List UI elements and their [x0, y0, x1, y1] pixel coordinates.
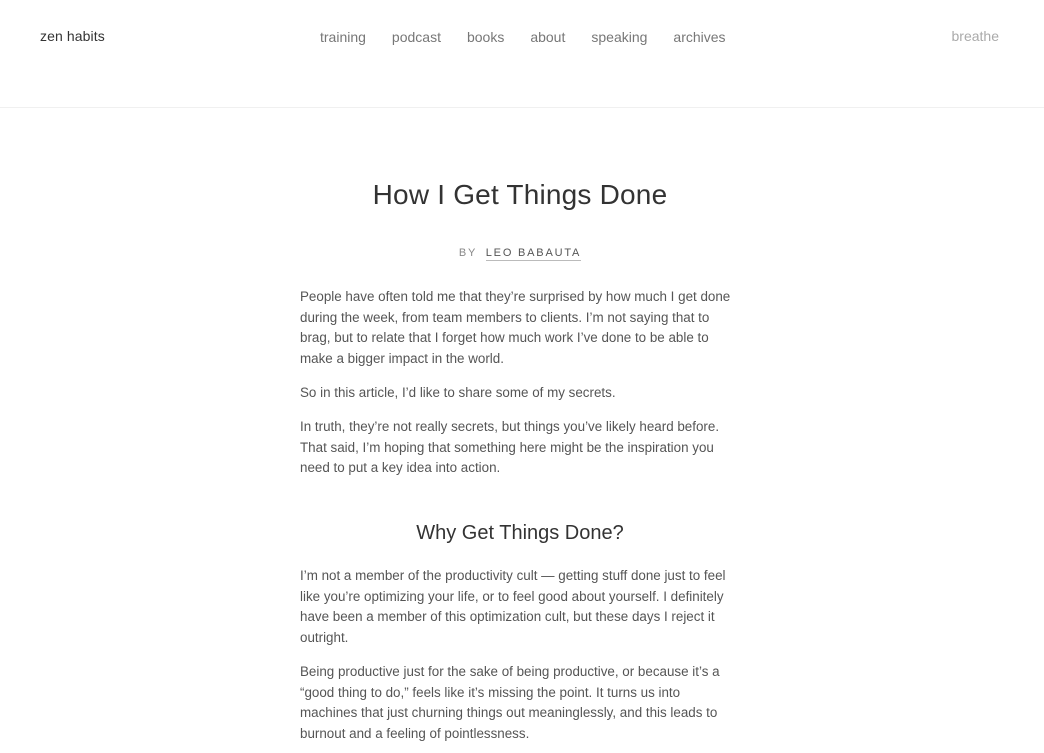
nav-link-training[interactable]: training — [320, 29, 366, 45]
breathe-link[interactable]: breathe — [951, 28, 999, 44]
article-paragraph: Being productive just for the sake of being productive, or because it’s a “good thing to do,” feels like it’s missing the point. It turns us into machines that just churning things out meaninglessly, and this leads to burnout and a feeling of pointlessness. — [300, 664, 720, 741]
nav-link-books[interactable]: books — [466, 29, 505, 45]
article-title: How I Get Things Done — [372, 179, 668, 210]
nav-link-about[interactable]: about — [530, 29, 566, 45]
author-link[interactable]: LEO BABAUTA — [485, 247, 582, 259]
article-paragraph: In truth, they’re not really secrets, but things you’ve likely heard before. That said, I’m hoping that something here might be the inspiration you need to put a key idea into action. — [300, 419, 720, 476]
byline-label: BY — [458, 247, 477, 259]
section-heading: Why Get Things Done? — [416, 522, 624, 544]
byline — [300, 245, 740, 261]
site-logo-link[interactable]: zen habits — [40, 28, 105, 44]
article-paragraph: I’m not a member of the productivity cult — getting stuff done just to feel like you’re optimizing your life, or to feel good about yourself. I definitely have been a member of this optimization cult, but these days I reject it outright. — [300, 568, 726, 645]
nav-link-speaking[interactable]: speaking — [591, 29, 648, 45]
nav-link-archives[interactable]: archives — [673, 29, 726, 45]
site-header — [0, 0, 1044, 108]
article-paragraph: So in this article, I’d like to share some of my secrets. — [300, 385, 616, 400]
article-paragraph: People have often told me that they’re surprised by how much I get done during the week, from team members to clients. I’m not saying that to brag, but to relate that I forget how much work I’ve done to be able to make a bigger impact in the world. — [300, 289, 731, 366]
nav-link-podcast[interactable]: podcast — [391, 29, 441, 45]
main-nav — [320, 28, 752, 46]
